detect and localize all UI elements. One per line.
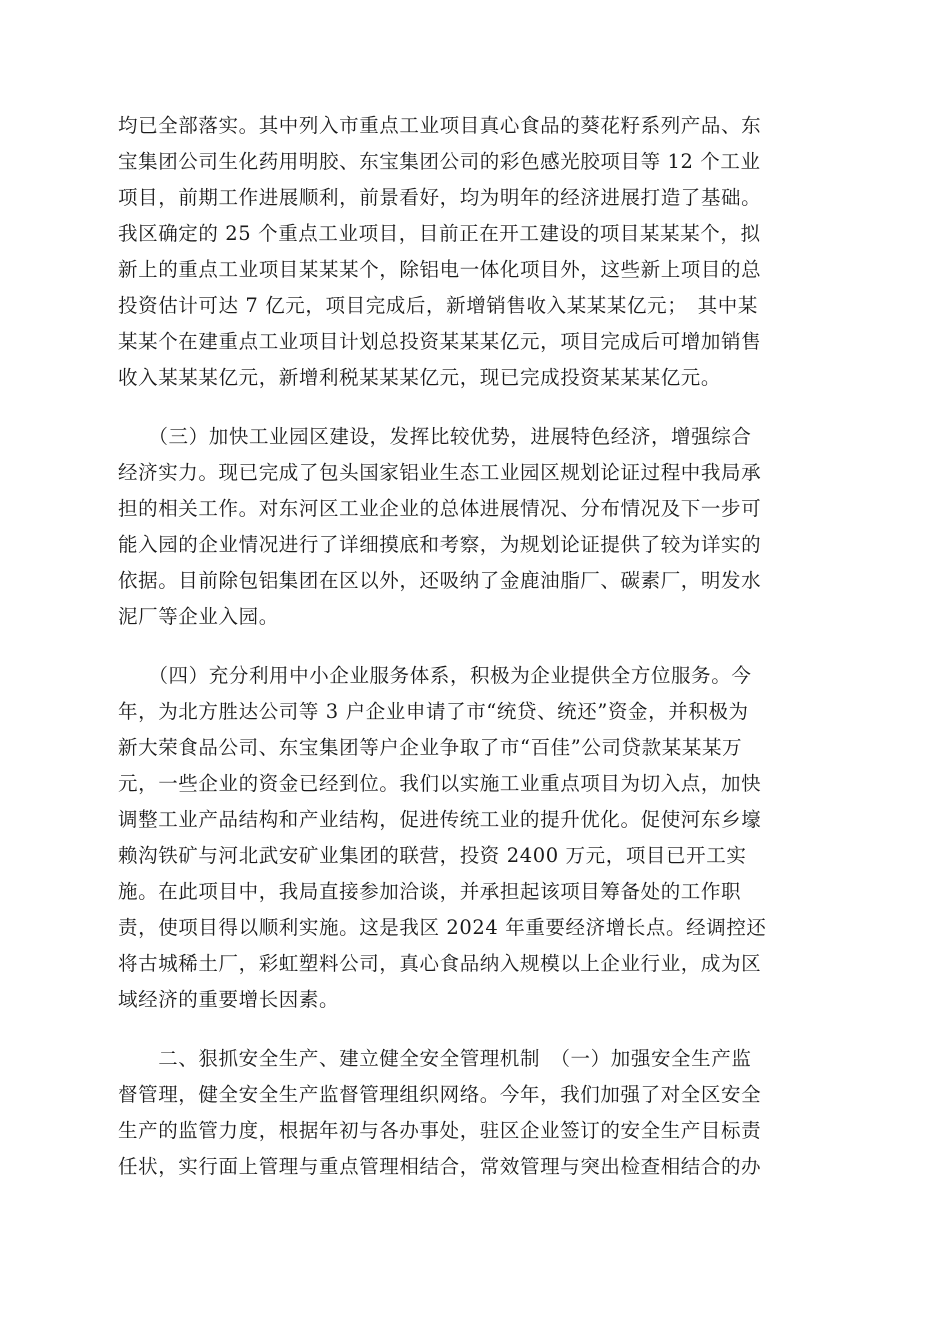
text-line: （四）充分利用中小企业服务体系，积极为企业提供全方位服务。今 <box>118 664 752 687</box>
text-line: 督管理，健全安全生产监督管理组织网络。今年，我们加强了对全区安全 <box>118 1083 762 1106</box>
text-line: 将古城稀土厂，彩虹塑料公司，真心食品纳入规模以上企业行业，成为区 <box>118 952 762 975</box>
text-line: 宝集团公司生化药用明胶、东宝集团公司的彩色感光胶项目等 12 个工业 <box>118 150 761 173</box>
text-line: 施。在此项目中，我局直接参加洽谈，并承担起该项目筹备处的工作职 <box>118 880 742 903</box>
text-line: 我区确定的 25 个重点工业项目，目前正在开工建设的项目某某某个，拟 <box>118 222 761 245</box>
text-line: 经济实力。现已完成了包头国家铝业生态工业园区规划论证过程中我局承 <box>118 461 762 484</box>
text-line: 域经济的重要增长因素。 <box>118 988 340 1011</box>
text-line: 收入某某某亿元，新增利税某某某亿元，现已完成投资某某某亿元。 <box>118 366 722 389</box>
text-line: 投资估计可达 7 亿元，项目完成后，新增销售收入某某某亿元； 其中某 <box>118 294 758 317</box>
text-line: 某某个在建重点工业项目计划总投资某某某亿元，项目完成后可增加销售 <box>118 330 762 353</box>
text-line: 二、狠抓安全生产、建立健全安全管理机制 （一）加强安全生产监 <box>118 1047 752 1070</box>
paragraph-safety-production <box>118 1041 838 1185</box>
text-line: 均已全部落实。其中列入市重点工业项目真心食品的葵花籽系列产品、东 <box>118 114 762 137</box>
text-line: 能入园的企业情况进行了详细摸底和考察，为规划论证提供了较为详实的 <box>118 533 762 556</box>
text-line: 生产的监管力度，根据年初与各办事处，驻区企业签订的安全生产目标责 <box>118 1119 762 1142</box>
text-line: 项目，前期工作进展顺利，前景看好，均为明年的经济进展打造了基础。 <box>118 186 762 209</box>
text-line: 担的相关工作。对东河区工业企业的总体进展情况、分布情况及下一步可 <box>118 497 762 520</box>
text-line: 新上的重点工业项目某某某个，除铝电一体化项目外，这些新上项目的总 <box>118 258 762 281</box>
text-line: 任状，实行面上管理与重点管理相结合，常效管理与突出检查相结合的办 <box>118 1155 762 1178</box>
text-line: （三）加快工业园区建设，发挥比较优势，进展特色经济，增强综合 <box>118 425 752 448</box>
text-line: 调整工业产品结构和产业结构，促进传统工业的提升优化。促使河东乡壕 <box>118 808 762 831</box>
document-body <box>118 108 838 1185</box>
paragraph-industrial-park <box>118 419 838 635</box>
text-line: 依据。目前除包铝集团在区以外，还吸纳了金鹿油脂厂、碳素厂，明发水 <box>118 569 762 592</box>
text-line: 赖沟铁矿与河北武安矿业集团的联营，投资 2400 万元，项目已开工实 <box>118 844 747 867</box>
text-line: 元，一些企业的资金已经到位。我们以实施工业重点项目为切入点，加快 <box>118 772 762 795</box>
paragraph-sme-services <box>118 658 838 1018</box>
text-line: 年，为北方胜达公司等 3 户企业申请了市“统贷、统还”资金，并积极为 <box>118 700 749 723</box>
text-line: 泥厂等企业入园。 <box>118 605 279 628</box>
paragraph-project-implementation <box>118 108 838 396</box>
text-line: 责，使项目得以顺利实施。这是我区 2024 年重要经济增长点。经调控还 <box>118 916 767 939</box>
text-line: 新大荣食品公司、东宝集团等户企业争取了市“百佳”公司贷款某某某万 <box>118 736 743 759</box>
